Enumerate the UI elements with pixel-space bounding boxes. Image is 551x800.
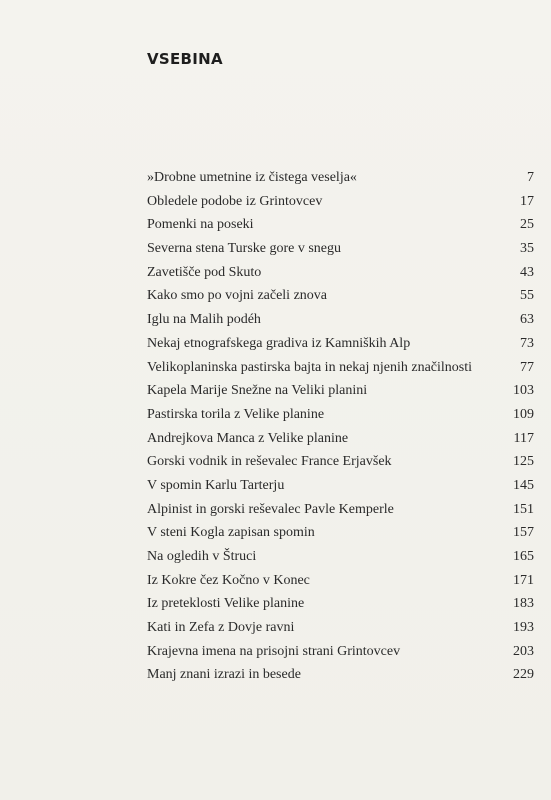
toc-entry-title: Andrejkova Manca z Velike planine xyxy=(147,430,349,446)
toc-entry-page: 77 xyxy=(520,359,534,375)
toc-entry-page: 229 xyxy=(513,667,534,683)
toc-entry-title: Kapela Marije Snežne na Veliki planini xyxy=(147,383,368,399)
toc-entry-title: Iglu na Malih podéh xyxy=(147,312,261,328)
toc-entry xyxy=(147,170,534,194)
toc-entry-title: Obledele podobe iz Grintovcev xyxy=(147,193,323,209)
toc-entry-page: 109 xyxy=(513,406,534,422)
toc-entry-title: Velikoplaninska pastirska bajta in nekaj njenih značilnosti xyxy=(147,359,473,375)
toc-entry xyxy=(147,407,534,431)
toc-entry-page: 35 xyxy=(520,241,534,257)
toc-entry-page: 63 xyxy=(520,312,534,328)
toc-entry-title: Manj znani izrazi in besede xyxy=(147,667,301,683)
page-title: VSEBINA xyxy=(147,50,223,68)
toc-entry xyxy=(147,288,534,312)
toc-entry xyxy=(147,454,534,478)
toc-entry-page: 193 xyxy=(513,620,534,636)
toc-entry-page: 55 xyxy=(520,288,534,304)
toc-entry-title: Kati in Zefa z Dovje ravni xyxy=(147,620,295,636)
toc-entry-page: 17 xyxy=(520,193,534,209)
toc-entry xyxy=(147,360,534,384)
toc-entry-page: 151 xyxy=(513,501,534,517)
toc-entry-page: 171 xyxy=(513,572,534,588)
toc-entry xyxy=(147,667,534,691)
toc-entry-title: Alpinist in gorski reševalec Pavle Kemperle xyxy=(147,501,394,517)
toc-entry-page: 73 xyxy=(520,335,534,351)
toc-entry-page: 183 xyxy=(513,596,534,612)
toc-entry xyxy=(147,525,534,549)
toc-entry-title: Zavetišče pod Skuto xyxy=(147,264,262,280)
toc-entry-page: 157 xyxy=(513,525,534,541)
toc-entry-title: Gorski vodnik in reševalec France Erjavšek xyxy=(147,454,392,470)
toc-entry-title: Iz preteklosti Velike planine xyxy=(147,596,305,612)
toc-entry-page: 203 xyxy=(513,643,534,659)
toc-entry-title: Krajevna imena na prisojni strani Grintovcev xyxy=(147,643,401,659)
toc-entry-page: 117 xyxy=(513,430,534,446)
toc-entry-title: Kako smo po vojni začeli znova xyxy=(147,288,328,304)
toc-entry-title: Pastirska torila z Velike planine xyxy=(147,406,325,422)
toc-entry xyxy=(147,383,534,407)
toc-entry xyxy=(147,312,534,336)
toc-entry-page: 7 xyxy=(527,170,534,185)
toc-entry-page: 125 xyxy=(513,454,534,470)
toc-entry-title: Na ogledih v Štruci xyxy=(147,549,257,564)
toc-entry xyxy=(147,573,534,597)
toc-entry-title: Nekaj etnografskega gradiva iz Kamniških Alp xyxy=(147,335,411,351)
toc-entry xyxy=(147,644,534,668)
toc-entry xyxy=(147,596,534,620)
toc-entry xyxy=(147,217,534,241)
toc-entry-title: Severna stena Turske gore v snegu xyxy=(147,241,342,257)
toc-entry xyxy=(147,336,534,360)
toc-entry xyxy=(147,241,534,265)
toc-entry-title: »Drobne umetnine iz čistega veselja« xyxy=(147,170,357,185)
toc-entry-page: 25 xyxy=(520,217,534,233)
toc-entry xyxy=(147,431,534,455)
toc-entry-title: V steni Kogla zapisan spomin xyxy=(147,525,315,541)
toc-entry-title: Pomenki na poseki xyxy=(147,217,254,233)
toc-entry-title: Iz Kokre čez Kočno v Konec xyxy=(147,572,310,588)
toc-entry-title: V spomin Karlu Tarterju xyxy=(147,477,285,493)
toc-entry-page: 103 xyxy=(513,383,534,399)
toc-entry xyxy=(147,478,534,502)
toc-entry-page: 145 xyxy=(513,477,534,493)
toc-entry xyxy=(147,502,534,526)
toc-entry xyxy=(147,265,534,289)
toc-entry xyxy=(147,620,534,644)
toc-entry-page: 165 xyxy=(513,549,534,564)
table-of-contents xyxy=(147,170,534,691)
toc-entry xyxy=(147,549,534,573)
toc-entry xyxy=(147,194,534,218)
toc-entry-page: 43 xyxy=(520,264,534,280)
